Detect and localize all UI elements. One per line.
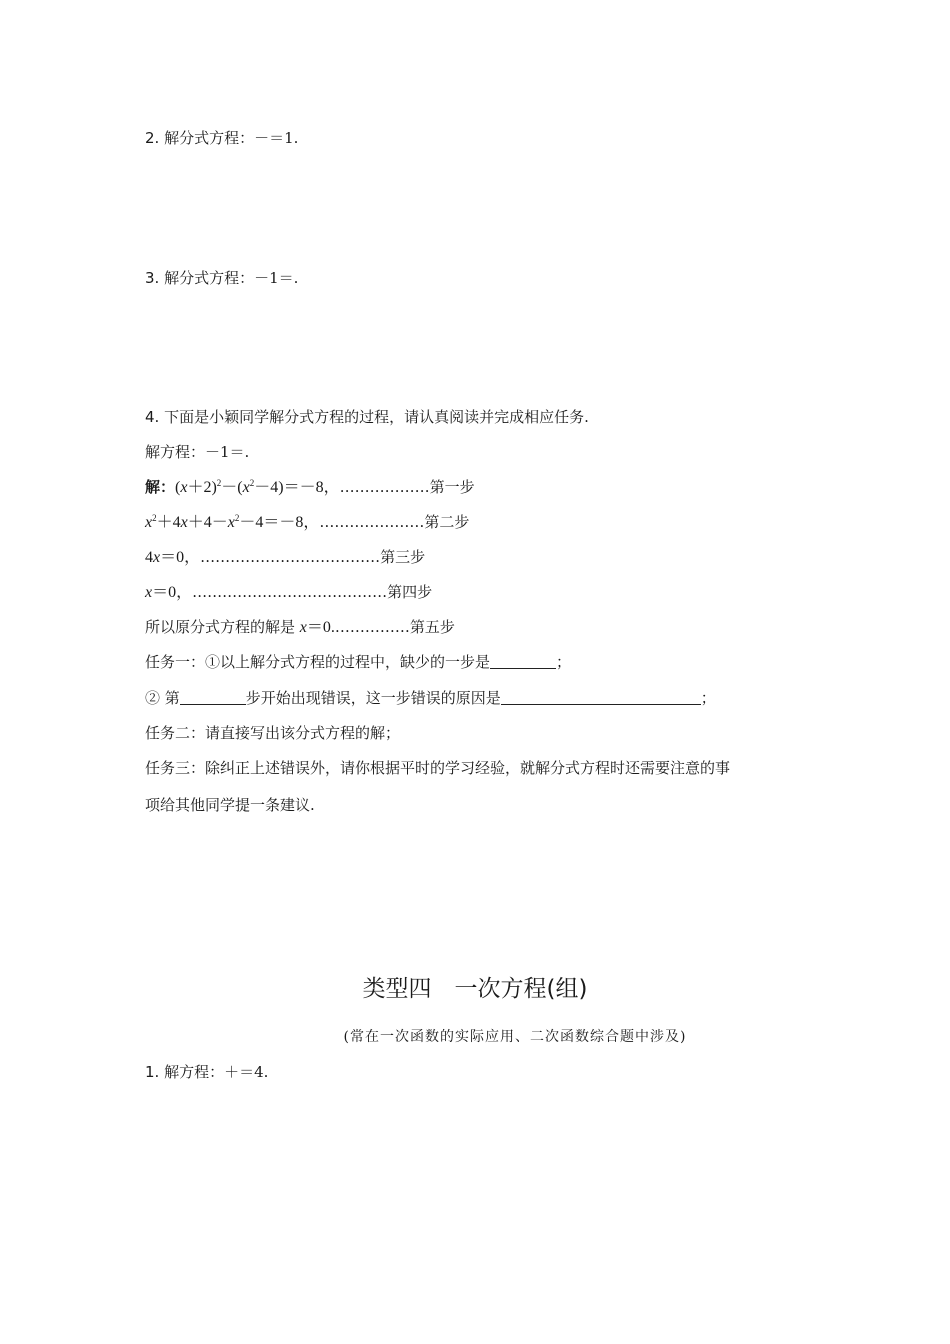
answer-blank[interactable] — [501, 690, 701, 705]
task-text: 步开始出现错误，这一步错误的原因是 — [245, 689, 501, 707]
question-4-intro — [145, 407, 589, 427]
step-label: 第二步 — [424, 513, 470, 531]
question-number: 3. — [145, 269, 160, 287]
task-text: 任务一：①以上解分式方程的过程中，缺少的一步是 — [145, 653, 491, 671]
step-expression: x＝0， — [145, 584, 193, 601]
section-title: 类型四 一次方程(组) — [362, 976, 588, 1002]
task-1a — [145, 652, 571, 672]
step-5 — [145, 617, 455, 638]
answer-blank[interactable] — [490, 654, 556, 669]
step-expression: 所以原分式方程的解是 x＝0. — [145, 618, 335, 636]
step-2 — [145, 512, 469, 533]
step-dots: ………………… — [319, 513, 425, 531]
punctuation: ； — [700, 689, 716, 707]
step-label: 第三步 — [380, 548, 426, 566]
question-number: 4. — [145, 408, 160, 426]
task-2: 任务二：请直接写出该分式方程的解； — [145, 724, 401, 742]
step-label: 第四步 — [387, 583, 433, 601]
step-expression: $(x+2)^2-(x^2-4)=-8$， — [175, 478, 340, 496]
step-1 — [145, 477, 475, 498]
question-4-equation: 解方程：－1＝. — [145, 443, 250, 461]
step-dots: …………… — [334, 618, 410, 636]
punctuation: ； — [556, 653, 572, 671]
question-3 — [145, 268, 298, 288]
section-4-question-1 — [145, 1062, 268, 1082]
step-expression: 4x＝0， — [145, 549, 201, 566]
question-text: 下面是小颖同学解分式方程的过程，请认真阅读并完成相应任务. — [164, 408, 589, 426]
solution-label: 解： — [145, 478, 176, 496]
step-dots: ……………………………… — [200, 548, 381, 566]
question-text: 解方程：＋＝4. — [164, 1063, 269, 1081]
step-label: 第一步 — [429, 478, 475, 496]
task-3-line-1: 任务三：除纠正上述错误外，请你根据平时的学习经验，就解分式方程时还需要注意的事 — [145, 759, 731, 777]
section-subtitle: (常在一次函数的实际应用、二次函数综合题中涉及) — [343, 1029, 687, 1045]
question-2 — [145, 128, 298, 148]
step-expression: $x^2+4x+4-x^2-4=-8$， — [145, 513, 320, 531]
question-number: 2. — [145, 129, 160, 147]
task-1b — [145, 688, 716, 708]
question-text: 解分式方程：－＝1. — [164, 129, 299, 147]
answer-blank[interactable] — [180, 690, 246, 705]
task-text: ② 第 — [145, 689, 180, 707]
question-text: 解分式方程：－1＝. — [164, 269, 299, 287]
step-dots: ……………… — [339, 478, 430, 496]
task-3-line-2: 项给其他同学提一条建议. — [145, 796, 315, 814]
question-number: 1. — [145, 1063, 160, 1081]
step-dots: ………………………………… — [192, 583, 388, 601]
step-label: 第五步 — [409, 618, 455, 636]
step-3 — [145, 547, 425, 568]
step-4 — [145, 582, 432, 603]
